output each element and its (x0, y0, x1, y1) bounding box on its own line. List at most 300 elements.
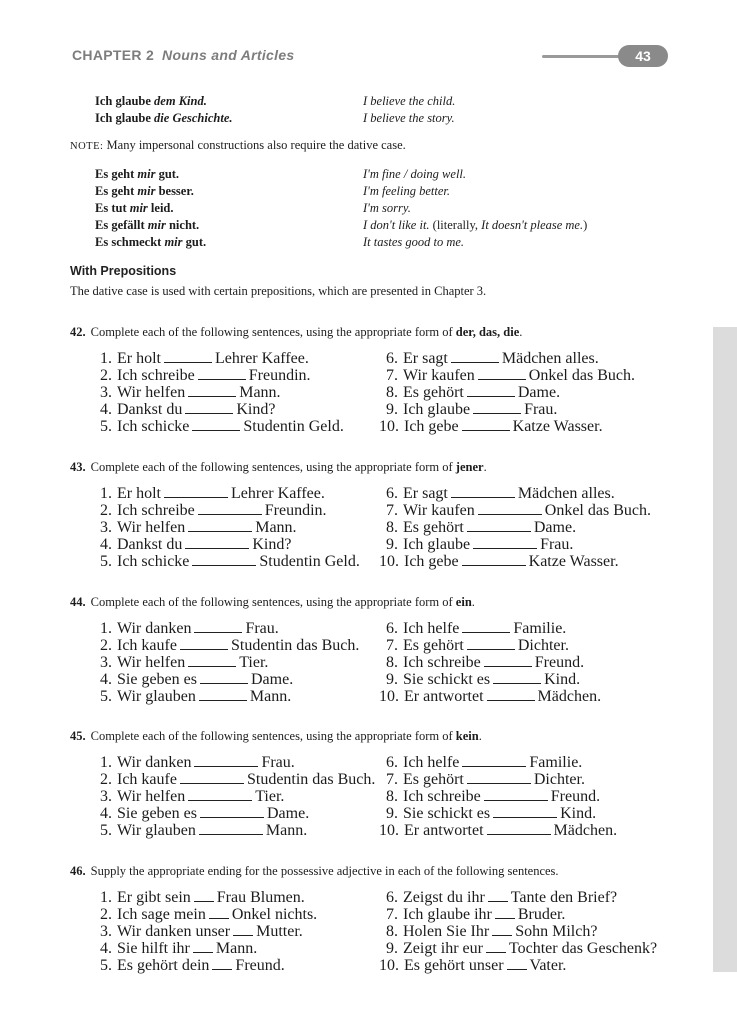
exercise-item (100, 418, 344, 435)
item-number: 9. (386, 805, 398, 822)
exercise-item (386, 350, 599, 367)
target-words: der, das, die (455, 325, 520, 339)
item-rest: Mann. (249, 688, 292, 705)
item-rest: Dame. (533, 519, 577, 536)
exercise-item (386, 502, 651, 519)
example-row (0, 93, 737, 110)
item-rest: Onkel das Buch. (528, 367, 635, 384)
item-number: 3. (100, 384, 112, 401)
item-rest: Dichter. (517, 637, 569, 654)
item-lead: Er sagt (403, 350, 448, 367)
exercise-item (386, 485, 615, 502)
answer-blank[interactable] (194, 622, 242, 633)
german-example: Es tut mir leid. (95, 201, 174, 215)
exercise-item (100, 519, 297, 536)
item-lead: Es gehört (403, 637, 464, 654)
item-number: 7. (386, 367, 398, 384)
exercise-item (386, 788, 600, 805)
answer-blank[interactable] (200, 673, 248, 684)
answer-blank[interactable] (188, 656, 236, 667)
examples-impersonal (0, 166, 737, 251)
item-rest: Studentin das Buch. (246, 771, 376, 788)
item-lead: Wir glauben (117, 688, 196, 705)
answer-blank[interactable] (484, 790, 548, 801)
section-heading: With Prepositions (70, 264, 177, 278)
exercise-item (100, 822, 307, 839)
item-rest: Tante den Brief? (510, 889, 618, 906)
item-number: 9. (386, 671, 398, 688)
exercise-item (386, 620, 566, 637)
answer-blank[interactable] (487, 690, 535, 701)
english-translation: I'm feeling better. (363, 184, 451, 198)
item-number: 3. (100, 654, 112, 671)
english-translation: I'm sorry. (363, 201, 411, 215)
item-number: 7. (386, 502, 398, 519)
item-lead: Ich schreibe (117, 367, 195, 384)
item-number: 5. (100, 553, 112, 570)
answer-blank[interactable] (493, 673, 541, 684)
item-lead: Dankst du (117, 536, 183, 553)
item-rest: Lehrer Kaffee. (215, 350, 309, 367)
answer-blank[interactable] (198, 369, 246, 380)
item-rest: Katze Wasser. (528, 553, 619, 570)
item-rest: Frau. (261, 754, 295, 771)
item-lead: Ich schicke (117, 553, 190, 570)
answer-blank[interactable] (484, 656, 532, 667)
item-lead: Es gehört (403, 771, 464, 788)
item-lead: Zeigt ihr eur (403, 940, 483, 957)
example-row (0, 166, 737, 183)
chapter-header (72, 47, 295, 63)
item-lead: Holen Sie Ihr (403, 923, 490, 940)
answer-blank[interactable] (478, 504, 542, 515)
german-example: Es geht mir gut. (95, 167, 180, 181)
item-rest: Freundin. (248, 367, 311, 384)
german-example: Es geht mir besser. (95, 184, 194, 198)
answer-blank[interactable] (209, 908, 229, 919)
exercise-item (386, 519, 576, 536)
item-number: 8. (386, 384, 398, 401)
answer-blank[interactable] (199, 690, 247, 701)
target-words: kein (455, 729, 479, 743)
item-number: 5. (100, 822, 112, 839)
item-lead: Wir kaufen (403, 502, 475, 519)
exercise-number: 43. (70, 460, 86, 474)
item-rest: Kind. (544, 671, 581, 688)
item-lead: Wir danken (117, 620, 192, 637)
exercise-item (100, 957, 285, 974)
item-rest: Onkel nichts. (231, 906, 318, 923)
example-row (0, 110, 737, 127)
exercise-item (386, 367, 635, 384)
example-row (0, 234, 737, 251)
answer-blank[interactable] (488, 891, 508, 902)
english-translation: I'm fine / doing well. (363, 167, 467, 181)
exercise-item (100, 906, 317, 923)
german-example: Es schmeckt mir gut. (95, 235, 207, 249)
item-lead: Er holt (117, 485, 161, 502)
answer-blank[interactable] (188, 386, 236, 397)
item-lead: Sie schickt es (403, 805, 491, 822)
answer-blank[interactable] (200, 807, 264, 818)
item-number: 1. (100, 620, 112, 637)
item-rest: Frau. (540, 536, 574, 553)
item-number: 4. (100, 536, 112, 553)
note-text: Many impersonal constructions also require the dative case. (106, 138, 406, 152)
exercise-prompt: 43. Complete each of the following sentences, using the appropriate form of jener. (70, 460, 487, 474)
item-number: 8. (386, 923, 398, 940)
item-lead: Zeigst du ihr (403, 889, 485, 906)
item-number: 1. (100, 350, 112, 367)
exercise-item (379, 553, 619, 570)
item-lead: Dankst du (117, 401, 183, 418)
item-rest: Mädchen alles. (517, 485, 615, 502)
item-lead: Sie hilft ihr (117, 940, 190, 957)
exercise-item (379, 688, 601, 705)
item-rest: Tier. (255, 788, 285, 805)
exercise-item (386, 536, 573, 553)
answer-blank[interactable] (198, 504, 262, 515)
answer-blank[interactable] (233, 925, 253, 936)
answer-blank[interactable] (467, 773, 531, 784)
prompt-text: Complete each of the following sentences, using the appropriate form of (90, 729, 456, 743)
item-lead: Wir glauben (117, 822, 196, 839)
item-rest: Onkel das Buch. (544, 502, 651, 519)
exercise-prompt: 45. Complete each of the following sentences, using the appropriate form of kein. (70, 729, 482, 743)
item-number: 8. (386, 654, 398, 671)
note (70, 138, 406, 153)
item-number: 1. (100, 889, 112, 906)
item-number: 7. (386, 906, 398, 923)
answer-blank[interactable] (192, 420, 240, 431)
item-number: 7. (386, 637, 398, 654)
exercise-item (100, 637, 359, 654)
answer-blank[interactable] (495, 908, 515, 919)
item-rest: Frau. (524, 401, 558, 418)
item-rest: Mutter. (256, 923, 303, 940)
exercise-number: 45. (70, 729, 86, 743)
item-rest: Bruder. (517, 906, 566, 923)
exercise-item (386, 940, 657, 957)
exercise-item (100, 502, 327, 519)
answer-blank[interactable] (467, 521, 531, 532)
item-rest: Studentin Geld. (243, 418, 344, 435)
item-number: 7. (386, 771, 398, 788)
item-number: 10. (379, 957, 399, 974)
item-lead: Ich helfe (403, 620, 460, 637)
item-lead: Ich kaufe (117, 771, 177, 788)
item-number: 5. (100, 688, 112, 705)
prompt-text: Supply the appropriate ending for the possessive adjective in each of the following sentences. (90, 864, 559, 878)
item-lead: Ich glaube ihr (403, 906, 492, 923)
item-number: 6. (386, 485, 398, 502)
answer-blank[interactable] (473, 538, 537, 549)
exercise-number: 46. (70, 864, 86, 878)
item-lead: Ich helfe (403, 754, 460, 771)
answer-blank[interactable] (486, 942, 506, 953)
item-number: 3. (100, 519, 112, 536)
answer-blank[interactable] (199, 824, 263, 835)
exercise-item (386, 637, 569, 654)
side-tab-bar (713, 327, 737, 972)
item-lead: Er antwortet (404, 822, 484, 839)
answer-blank[interactable] (194, 891, 214, 902)
item-rest: Frau. (245, 620, 279, 637)
item-rest: Mann. (239, 384, 281, 401)
exercise-item (100, 923, 303, 940)
exercise-item (100, 553, 360, 570)
exercise-item (386, 923, 597, 940)
item-number: 3. (100, 923, 112, 940)
item-rest: Dame. (266, 805, 310, 822)
item-number: 10. (379, 553, 399, 570)
item-rest: Lehrer Kaffee. (231, 485, 325, 502)
answer-blank[interactable] (492, 925, 512, 936)
exercise-item (100, 384, 281, 401)
exercise-item (386, 754, 582, 771)
item-rest: Vater. (529, 957, 567, 974)
exercise-item (100, 788, 284, 805)
item-rest: Mädchen. (537, 688, 602, 705)
answer-blank[interactable] (462, 420, 510, 431)
item-number: 9. (386, 940, 398, 957)
english-translation: It tastes good to me. (363, 235, 465, 249)
answer-blank[interactable] (473, 403, 521, 414)
answer-blank[interactable] (462, 622, 510, 633)
item-lead: Ich glaube (403, 401, 471, 418)
answer-blank[interactable] (185, 403, 233, 414)
item-lead: Wir danken (117, 754, 192, 771)
exercise-prompt: 44. Complete each of the following sentences, using the appropriate form of ein. (70, 595, 475, 609)
exercise-item (100, 671, 293, 688)
prompt-text: Complete each of the following sentences, using the appropriate form of (90, 460, 456, 474)
chapter-subtitle: Nouns and Articles (162, 47, 295, 63)
exercise-item (386, 384, 560, 401)
exercise-item (100, 805, 309, 822)
item-lead: Sie geben es (117, 805, 197, 822)
english-translation: I don't like it. (literally, It doesn't please me.) (363, 218, 588, 232)
item-rest: Freund. (550, 788, 601, 805)
item-rest: Dame. (517, 384, 561, 401)
item-rest: Tier. (239, 654, 269, 671)
german-example: Ich glaube die Geschichte. (95, 111, 233, 125)
example-row (0, 200, 737, 217)
answer-blank[interactable] (212, 959, 232, 970)
exercise-item (386, 401, 557, 418)
answer-blank[interactable] (180, 773, 244, 784)
item-number: 2. (100, 502, 112, 519)
exercise-number: 42. (70, 325, 86, 339)
answer-blank[interactable] (188, 790, 252, 801)
item-rest: Frau Blumen. (216, 889, 305, 906)
item-lead: Er antwortet (404, 688, 484, 705)
item-number: 10. (379, 418, 399, 435)
item-rest: Studentin das Buch. (230, 637, 360, 654)
answer-blank[interactable] (507, 959, 527, 970)
item-rest: Familie. (529, 754, 583, 771)
item-lead: Er sagt (403, 485, 448, 502)
item-number: 5. (100, 957, 112, 974)
answer-blank[interactable] (467, 386, 515, 397)
item-lead: Sie schickt es (403, 671, 491, 688)
item-lead: Ich schreibe (403, 654, 481, 671)
answer-blank[interactable] (462, 756, 526, 767)
section-paragraph: The dative case is used with certain prepositions, which are presented in Chapter 3. (70, 284, 487, 298)
exercise-item (100, 536, 291, 553)
answer-blank[interactable] (487, 824, 551, 835)
item-lead: Wir helfen (117, 519, 186, 536)
answer-blank[interactable] (164, 352, 212, 363)
item-lead: Wir helfen (117, 788, 186, 805)
item-number: 1. (100, 754, 112, 771)
answer-blank[interactable] (185, 538, 249, 549)
item-number: 8. (386, 519, 398, 536)
item-lead: Ich gebe (404, 418, 459, 435)
item-rest: Mann. (215, 940, 258, 957)
item-rest: Familie. (513, 620, 567, 637)
item-rest: Mann. (265, 822, 308, 839)
item-number: 9. (386, 401, 398, 418)
answer-blank[interactable] (188, 521, 252, 532)
item-lead: Ich kaufe (117, 637, 177, 654)
exercise-item (100, 367, 311, 384)
item-number: 6. (386, 620, 398, 637)
answer-blank[interactable] (467, 639, 515, 650)
item-rest: Dame. (250, 671, 294, 688)
item-number: 4. (100, 671, 112, 688)
answer-blank[interactable] (462, 555, 526, 566)
exercise-number: 44. (70, 595, 86, 609)
item-number: 2. (100, 906, 112, 923)
note-label: NOTE: (70, 141, 104, 152)
chapter-label: CHAPTER 2 (72, 47, 155, 63)
prompt-text: Complete each of the following sentences, using the appropriate form of (90, 325, 456, 339)
example-row (0, 217, 737, 234)
english-translation: I believe the child. (363, 94, 456, 108)
item-lead: Sie geben es (117, 671, 197, 688)
item-number: 4. (100, 940, 112, 957)
exercise-item (386, 654, 584, 671)
exercise-item (100, 401, 275, 418)
answer-blank[interactable] (451, 352, 499, 363)
exercise-item (386, 771, 585, 788)
target-words: ein (455, 595, 472, 609)
item-lead: Ich glaube (403, 536, 471, 553)
item-rest: Dichter. (533, 771, 585, 788)
item-rest: Studentin Geld. (259, 553, 360, 570)
item-lead: Er gibt sein (117, 889, 191, 906)
exercise-item (100, 620, 279, 637)
exercise-item (100, 771, 375, 788)
item-number: 6. (386, 754, 398, 771)
prompt-text: Complete each of the following sentences, using the appropriate form of (90, 595, 456, 609)
item-lead: Ich schreibe (403, 788, 481, 805)
exercise-item (100, 350, 309, 367)
exercise-item (100, 485, 325, 502)
item-number: 2. (100, 637, 112, 654)
item-rest: Freund. (534, 654, 585, 671)
exercise-item (100, 654, 268, 671)
item-number: 8. (386, 788, 398, 805)
item-lead: Es gehört (403, 519, 464, 536)
english-translation: I believe the story. (363, 111, 455, 125)
item-rest: Kind? (252, 536, 292, 553)
item-lead: Wir helfen (117, 654, 186, 671)
example-row (0, 183, 737, 200)
item-number: 9. (386, 536, 398, 553)
item-number: 1. (100, 485, 112, 502)
item-rest: Mädchen. (553, 822, 618, 839)
item-lead: Wir helfen (117, 384, 186, 401)
item-lead: Ich schreibe (117, 502, 195, 519)
item-number: 4. (100, 805, 112, 822)
exercise-item (386, 671, 580, 688)
item-rest: Mann. (255, 519, 297, 536)
item-rest: Freundin. (264, 502, 327, 519)
exercise-prompt (70, 864, 559, 879)
item-number: 2. (100, 367, 112, 384)
examples-top (0, 93, 737, 127)
exercise-item (386, 906, 565, 923)
exercise-item (100, 940, 257, 957)
item-rest: Mädchen alles. (501, 350, 599, 367)
page-number: 43 (618, 45, 668, 67)
target-words: jener (455, 460, 484, 474)
german-example: Es gefällt mir nicht. (95, 218, 200, 232)
item-rest: Katze Wasser. (512, 418, 603, 435)
item-number: 10. (379, 822, 399, 839)
exercise-item (100, 889, 305, 906)
exercise-item (379, 957, 566, 974)
answer-blank[interactable] (192, 555, 256, 566)
item-lead: Es gehört (403, 384, 464, 401)
exercise-item (386, 889, 617, 906)
item-rest: Sohn Milch? (515, 923, 598, 940)
exercise-item (379, 418, 603, 435)
item-lead: Ich sage mein (117, 906, 206, 923)
answer-blank[interactable] (478, 369, 526, 380)
item-lead: Ich gebe (404, 553, 459, 570)
answer-blank[interactable] (180, 639, 228, 650)
exercise-item (386, 805, 596, 822)
item-number: 3. (100, 788, 112, 805)
exercise-item (100, 688, 291, 705)
answer-blank[interactable] (164, 487, 228, 498)
exercise-item (100, 754, 295, 771)
item-number: 6. (386, 889, 398, 906)
answer-blank[interactable] (193, 942, 213, 953)
exercise-prompt: 42. Complete each of the following sentences, using the appropriate form of der, das, die. (70, 325, 523, 339)
item-number: 5. (100, 418, 112, 435)
item-lead: Es gehört unser (404, 957, 504, 974)
item-lead: Es gehört dein (117, 957, 210, 974)
german-example: Ich glaube dem Kind. (95, 94, 207, 108)
item-number: 10. (379, 688, 399, 705)
item-rest: Kind? (236, 401, 276, 418)
item-lead: Ich schicke (117, 418, 190, 435)
item-number: 6. (386, 350, 398, 367)
item-lead: Wir danken unser (117, 923, 231, 940)
item-rest: Kind. (560, 805, 597, 822)
item-number: 2. (100, 771, 112, 788)
item-lead: Er holt (117, 350, 161, 367)
answer-blank[interactable] (493, 807, 557, 818)
item-rest: Freund. (235, 957, 285, 974)
answer-blank[interactable] (451, 487, 515, 498)
answer-blank[interactable] (194, 756, 258, 767)
item-rest: Tochter das Geschenk? (508, 940, 658, 957)
item-lead: Wir kaufen (403, 367, 475, 384)
